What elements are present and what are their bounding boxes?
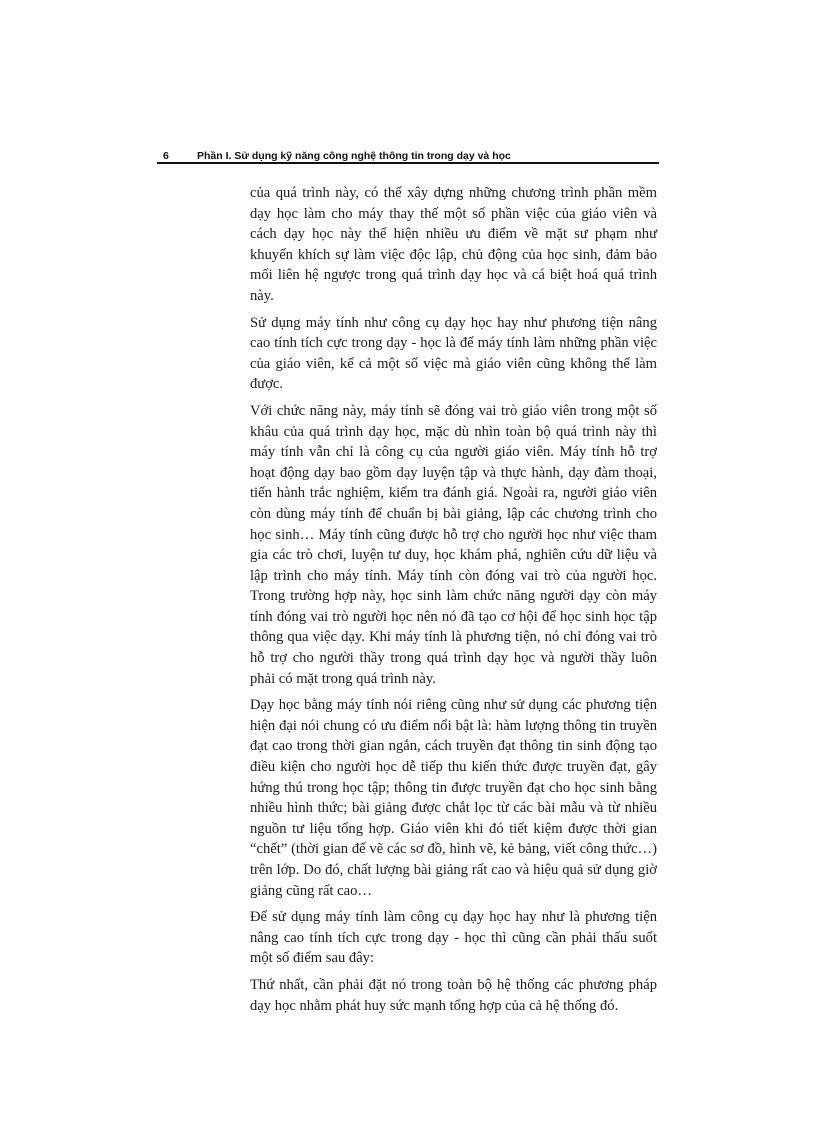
header-rule (157, 162, 659, 164)
paragraph: Thứ nhất, cần phải đặt nó trong toàn bộ hệ thống các phương pháp dạy học nhằm phát huy sức mạnh tổng hợp của cả hệ thống đó. (250, 976, 657, 1014)
body-text (250, 183, 657, 1022)
paragraph: Với chức năng này, máy tính sẽ đóng vai trò giáo viên trong một số khâu của quá trình dạy học, mặc dù nhìn toàn bộ quá trình này thì máy tính vẫn chỉ là công cụ của người giáo viên. Máy tính hỗ trợ hoạt động dạy bao gồm dạy luyện tập và thực hành, dạy đàm thoại, tiến hành trắc nghiệm, kiểm tra đánh giá. Ngoài ra, người giáo viên còn dùng máy tính để chuẩn bị bài giảng, lập các chương trình cho học sinh… Máy tính cũng được hỗ trợ cho người học như việc tham gia các trò chơi, luyện tư duy, học khám phá, nghiên cứu dữ liệu và lập trình cho máy tính. Máy tính còn đóng vai trò của người học. Trong trường hợp này, học sinh làm chức năng người dạy còn máy tính đóng vai trò người học nên nó đã tạo cơ hội để học sinh học tập thông qua việc dạy. Khi máy tính là phương tiện, nó chỉ đóng vai trò hỗ trợ cho người thầy trong quá trình dạy học và người thầy luôn phải có mặt trong quá trình này. (250, 402, 657, 687)
paragraph: Dạy học bằng máy tính nói riêng cũng như sử dụng các phương tiện hiện đại nói chung có ưu điểm nổi bật là: hàm lượng thông tin truyền đạt cao trong thời gian ngắn, cách truyền đạt thông tin sinh động tạo điều kiện cho người học dễ tiếp thu kiến thức được truyền đạt, gây hứng thú trong học tập; thông tin được truyền đạt cho học sinh bằng nhiều hình thức; bài giảng được chắt lọc từ các bài mẫu và từ nhiều nguồn tư liệu tổng hợp. Giáo viên khi đó tiết kiệm được thời gian “chết” (thời gian để vẽ các sơ đồ, hình vẽ, kẻ bảng, viết công thức…) trên lớp. Do đó, chất lượng bài giảng rất cao và hiệu quả sử dụng giờ giảng cũng rất cao… (250, 697, 657, 899)
page-number: 6 (163, 150, 169, 162)
running-title: Phần I. Sử dụng kỹ năng công nghệ thông tin trong dạy và học (197, 150, 511, 162)
paragraph: của quá trình này, có thể xây dựng những chương trình phần mềm dạy học làm cho máy thay thế một số phần việc của giáo viên và cách dạy học này thể hiện nhiều ưu điểm về mặt sư phạm như khuyến khích sự làm việc độc lập, chủ động của học sinh, đảm bảo mối liên hệ ngược trong quá trình dạy học và cá biệt hoá quá trình này. (250, 185, 657, 304)
paragraph: Sử dụng máy tính như công cụ dạy học hay như phương tiện nâng cao tính tích cực trong dạy - học là để máy tính làm những phần việc của giáo viên, kể cả một số việc mà giáo viên cũng không thể làm được. (250, 314, 657, 393)
paragraph: Để sử dụng máy tính làm công cụ dạy học hay như là phương tiện nâng cao tính tích cực trong dạy - học thì cũng cần phải thấu suốt một số điểm sau đây: (250, 909, 657, 967)
